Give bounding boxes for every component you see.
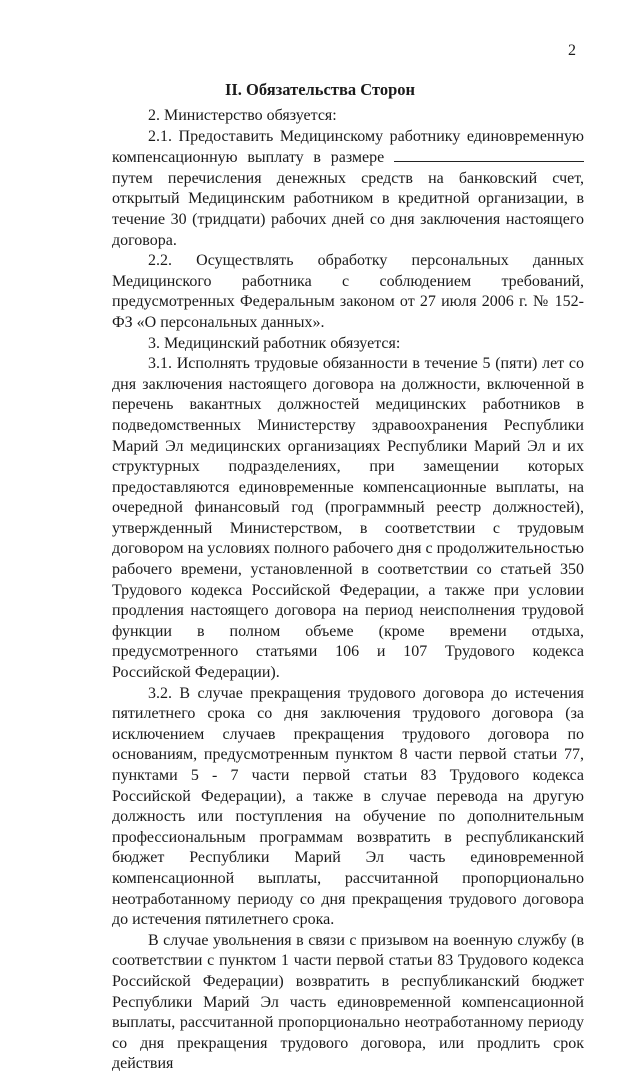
paragraph-2-1 (112, 127, 584, 252)
section-heading: II. Обязательства Сторон (224, 80, 416, 99)
amount-blank-line (394, 147, 584, 162)
paragraph-3-1: 3.1. Исполнять трудовые обязанности в течение 5 (пяти) лет со дня заключения настоящего договора на должности, включенной в перечень вакантных должностей медицинских работников в подведомственных Министерству здравоохранения Республики Марий Эл медицинских организациях Республики Марий Эл и их структурных подразделениях, при замещении которых предоставляются единовременные компенсационные выплаты, на очередной финансовый год (программный реестр должностей), утвержденный Министерством, в соответствии с трудовым договором на условиях полного рабочего дня с продолжительностью рабочего времени, установленной в соответствии со статьей 350 Трудового кодекса Российской Федерации, а также при условии продления настоящего договора на период неисполнения трудовой функции в полном объеме (кроме времени отдыха, предусмотренного статьями 106 и 107 Трудового кодекса Российской Федерации). (112, 355, 584, 682)
paragraph-2-1-text: 2.1. Предоставить Медицинскому работнику единовременную компенсационную выплату в размере (112, 127, 584, 167)
paragraph-2-2: 2.2. Осуществлять обработку персональных данных Медицинского работника с соблюдением требований, предусмотренных Федеральным законом от 27 июля 2006 г. № 152-ФЗ «О персональных данных». (112, 252, 584, 331)
page-number: 2 (568, 42, 576, 59)
paragraph-worker-obligations: 3. Медицинский работник обязуется: (148, 334, 401, 352)
paragraph-2-1-continuation: путем перечисления денежных средств на банковский счет, открытый Медицинским работником в кредитной организации, в течение 30 (тридцати) рабочих дней со дня заключения настоящего договора. (112, 169, 584, 249)
paragraph-ministry-obligations: 2. Министерство обязуется: (148, 107, 337, 124)
document-body (112, 106, 584, 1075)
paragraph-3-2: 3.2. В случае прекращения трудового договора до истечения пятилетнего срока со дня заключения трудового договора (за исключением случаев прекращения трудового договора по основаниям, предусмотренным пунктом 8 части первой статьи 77, пунктами 5 - 7 части первой статьи 83 Трудового кодекса Российской Федерации), а также в случае перевода на другую должность или поступления на обучение по дополнительным профессиональным программам возвратить в республиканский бюджет Республики Марий Эл часть единовременной компенсационной выплаты, рассчитанной пропорционально неотработанному периоду со дня прекращения трудового договора до истечения пятилетнего срока. (112, 684, 584, 929)
paragraph-military-service: В случае увольнения в связи с призывом на военную службу (в соответствии с пунктом 1 части первой статьи 83 Трудового кодекса Российской Федерации) возвратить в республиканский бюджет Республики Марий Эл часть единовременной компенсационной выплаты, рассчитанной пропорционально неотработанному периоду со дня прекращения трудового договора, или продлить срок действия (112, 931, 584, 1073)
